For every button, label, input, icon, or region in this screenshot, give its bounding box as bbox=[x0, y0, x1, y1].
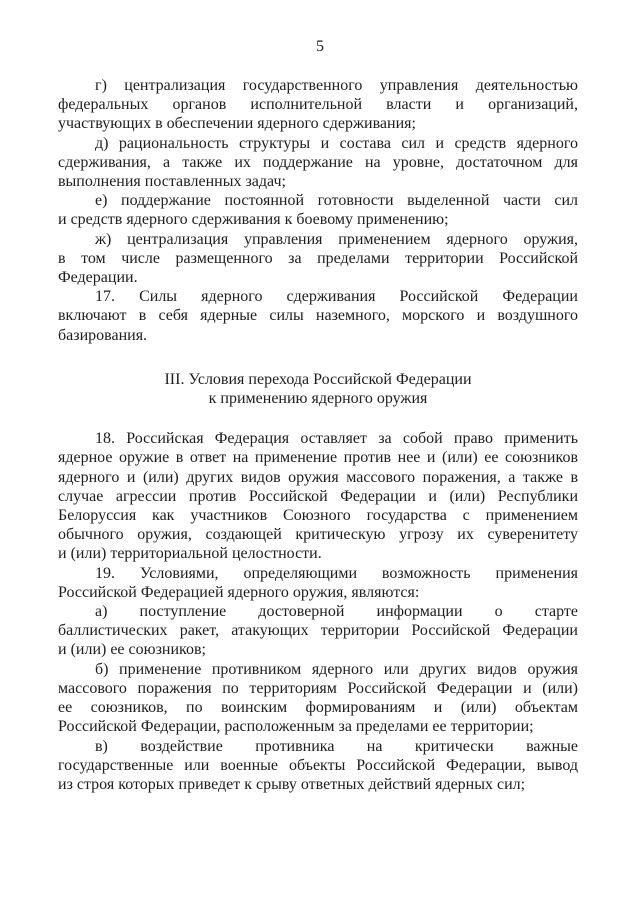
text-line: 19. Условиями, определяющими возможность применения bbox=[95, 564, 578, 582]
text-line: Российской Федерации, расположенным за пределами ее территории; bbox=[58, 718, 534, 736]
text-line: III. Условия перехода Российской Федерации bbox=[164, 370, 472, 388]
text-line: 18. Российская Федерация оставляет за собой право применить bbox=[95, 430, 578, 448]
text-line: б) применение противником ядерного или других видов оружия bbox=[95, 660, 578, 678]
text-line: государственные или военные объекты Российской Федерации, вывод bbox=[58, 756, 578, 774]
text-line: в) воздействие противника на критически важные bbox=[95, 737, 578, 755]
text-line: ее союзников, по воинским формированиям и (или) объектам bbox=[58, 699, 578, 717]
body-paragraph bbox=[58, 737, 578, 795]
text-line: к применению ядерного оружия bbox=[208, 390, 428, 408]
text-line: в том числе размещенного за пределами территории Российской bbox=[58, 249, 578, 267]
body-paragraph bbox=[58, 287, 578, 345]
body-paragraph bbox=[58, 230, 578, 288]
text-line: 17. Силы ядерного сдерживания Российской Федерации bbox=[95, 288, 578, 306]
text-line: выполнения поставленных задач; bbox=[58, 173, 286, 191]
document-content bbox=[58, 76, 578, 794]
text-line: сдерживания, а также их поддержание на уровне, достаточном для bbox=[58, 153, 578, 171]
text-line: ядерного и (или) других видов оружия массового поражения, а также в bbox=[58, 468, 578, 486]
text-line: федеральных органов исполнительной власти и организаций, bbox=[58, 96, 578, 114]
text-line: базирования. bbox=[58, 326, 148, 344]
text-line: а) поступление достоверной информации о старте bbox=[95, 603, 578, 621]
body-paragraph bbox=[58, 602, 578, 660]
text-line: Федерации. bbox=[58, 269, 138, 287]
text-line: включают в себя ядерные силы наземного, морского и воздушного bbox=[58, 307, 578, 325]
text-line: Российской Федерацией ядерного оружия, являются: bbox=[58, 583, 420, 601]
text-line: д) рациональность структуры и состава сил и средств ядерного bbox=[95, 134, 578, 152]
text-line: и (или) ее союзников; bbox=[58, 641, 206, 659]
text-line: е) поддержание постоянной готовности выделенной части сил bbox=[95, 192, 578, 210]
text-line: участвующих в обеспечении ядерного сдерживания; bbox=[58, 115, 416, 133]
text-line: случае агрессии против Российской Федерации и (или) Республики bbox=[58, 487, 578, 505]
text-line: баллистических ракет, атакующих территории Российской Федерации bbox=[58, 622, 578, 640]
body-paragraph bbox=[58, 134, 578, 192]
body-paragraph bbox=[58, 429, 578, 563]
body-paragraph bbox=[58, 76, 578, 134]
text-line: г) централизация государственного управления деятельностью bbox=[95, 77, 578, 94]
text-line: массового поражения по территориям Российской Федерации и (или) bbox=[58, 679, 578, 697]
text-line: обычного оружия, создающей критическую угрозу их суверенитету bbox=[58, 526, 578, 544]
body-paragraph bbox=[58, 564, 578, 602]
text-line: ж) централизация управления применением ядерного оружия, bbox=[95, 230, 578, 248]
section-heading bbox=[58, 370, 578, 408]
body-paragraph bbox=[58, 191, 578, 229]
text-line: Белоруссия как участников Союзного государства с применением bbox=[58, 507, 578, 525]
body-paragraph bbox=[58, 660, 578, 737]
text-line: из строя которых приведет к срыву ответных действий ядерных сил; bbox=[58, 775, 526, 793]
text-line: и (или) территориальной целостности. bbox=[58, 545, 322, 563]
text-line: ядерное оружие в ответ на применение против нее и (или) ее союзников bbox=[58, 449, 578, 467]
page-number: 5 bbox=[316, 38, 324, 55]
text-line: и средств ядерного сдерживания к боевому применению; bbox=[58, 211, 449, 229]
